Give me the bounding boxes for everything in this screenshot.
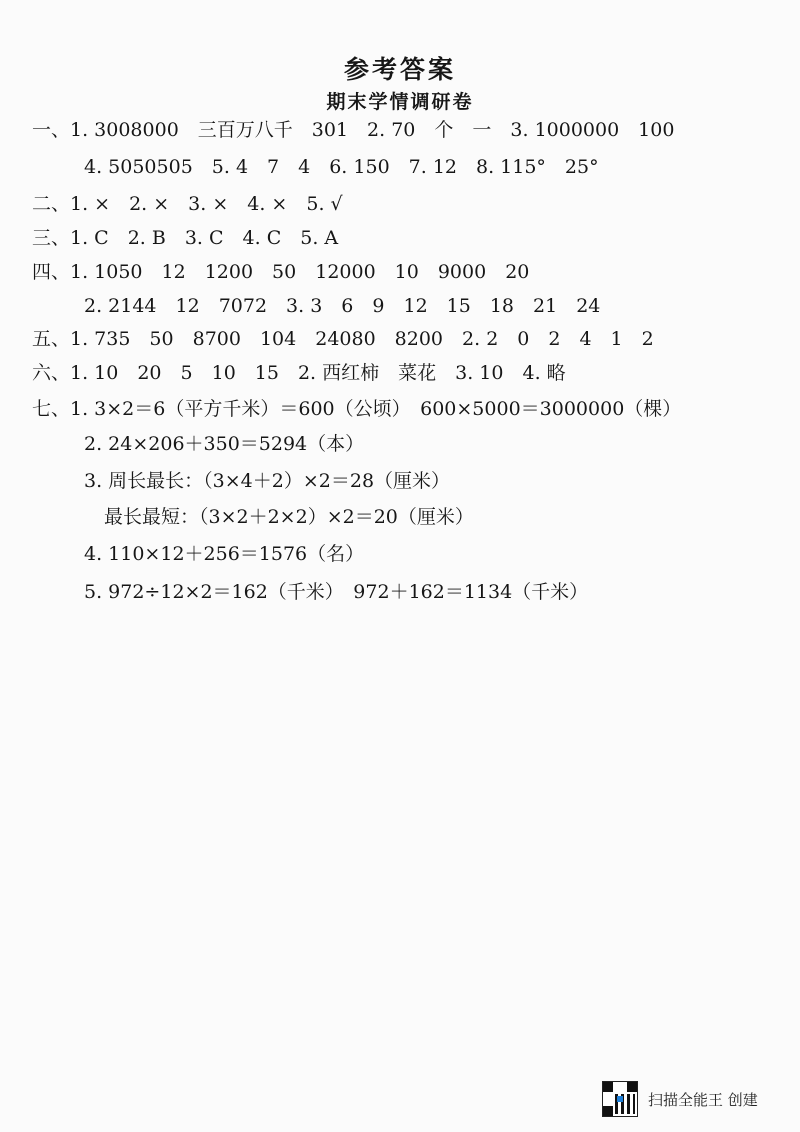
answer-line-1: 一、1. 3008000 三百万八千 301 2. 70 个 一 3. 1000000 100: [32, 119, 675, 141]
answer-line-2: 4. 5050505 5. 4 7 4 6. 150 7. 12 8. 115° 25°: [84, 156, 599, 178]
qr-code-icon: [602, 1081, 638, 1117]
page-subtitle: 期末学情调研卷: [326, 91, 474, 113]
answer-line-3: 二、1. × 2. × 3. × 4. × 5. √: [32, 193, 343, 215]
watermark-label: 扫描全能王 创建: [648, 1090, 758, 1109]
answer-line-9: 七、1. 3×2＝6（平方千米）＝600（公顷） 600×5000＝3000000（棵）: [32, 398, 682, 420]
scanner-watermark: [602, 1082, 782, 1116]
answer-line-10: 2. 24×206＋350＝5294（本）: [84, 433, 365, 455]
page-title: 参考答案: [343, 55, 456, 84]
answer-line-4: 三、1. C 2. B 3. C 4. C 5. A: [32, 227, 339, 249]
answer-line-6: 2. 2144 12 7072 3. 3 6 9 12 15 18 21 24: [84, 295, 601, 317]
answer-line-13: 4. 110×12＋256＝1576（名）: [84, 543, 365, 565]
answer-line-7: 五、1. 735 50 8700 104 24080 8200 2. 2 0 2 4 1 2: [32, 328, 654, 350]
answer-line-12: 最长最短：（3×2＋2×2）×2＝20（厘米）: [104, 506, 474, 528]
answer-line-11: 3. 周长最长：（3×4＋2）×2＝28（厘米）: [84, 470, 451, 492]
answer-line-5: 四、1. 1050 12 1200 50 12000 10 9000 20: [32, 261, 530, 283]
answer-line-8: 六、1. 10 20 5 10 15 2. 西红柿 菜花 3. 10 4. 略: [32, 362, 566, 384]
answer-line-14: 5. 972÷12×2＝162（千米） 972＋162＝1134（千米）: [84, 581, 589, 603]
